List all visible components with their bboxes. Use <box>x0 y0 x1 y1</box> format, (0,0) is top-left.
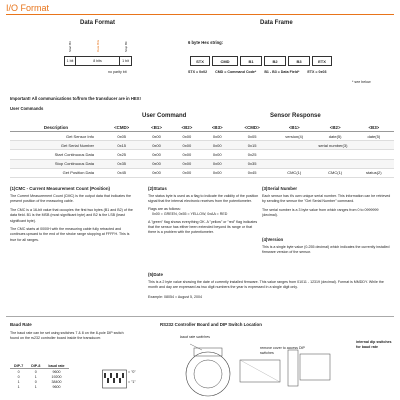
table-row <box>10 132 394 141</box>
table-row <box>10 141 394 150</box>
baud-rate-table <box>10 363 69 389</box>
table-cell: 0x45 <box>232 168 271 177</box>
data-format-bit-labels <box>64 30 144 54</box>
table-cell <box>317 150 354 159</box>
table-cell: 38400 <box>51 379 62 384</box>
column-header: DIP-8 <box>27 363 44 369</box>
column-header: <CMD> <box>102 124 141 132</box>
frame-legend-cmd: CMD = Command Code* <box>215 70 257 74</box>
table-cell: 0x45 <box>102 168 141 177</box>
data-format-boxes <box>64 56 132 66</box>
data-bits-box: 8 bits <box>76 56 120 66</box>
sensor-response-group-header: Sensor Response <box>270 113 321 119</box>
column-header: <B2> <box>317 124 354 132</box>
table-cell <box>317 159 354 168</box>
remove-cover-callout: remove cover to access DIP switches <box>260 346 305 355</box>
table-cell: 0x00 <box>141 132 171 141</box>
table-cell <box>354 159 394 168</box>
table-cell: 0x25 <box>102 150 141 159</box>
stop-bit-label: Stop Bit <box>124 41 128 52</box>
table-cell: 0x00 <box>141 159 171 168</box>
controller-board-diagram <box>160 340 340 398</box>
table-cell: 9600 <box>52 369 61 374</box>
frame-stx-cell: STX <box>190 56 210 66</box>
status-flags: 0x00 = GREEN, 0x55 = YELLOW, 0xAA = RED <box>152 212 228 217</box>
internal-dip-callout: internal dip switches for baud rate <box>356 340 392 349</box>
version-paragraph: This is a single byte value (0-255 decimal) which indicates the currently installed firmware version of the sensor. <box>262 245 390 255</box>
table-cell: serial number(3) <box>272 141 394 150</box>
table-cell: date(5) <box>317 132 354 141</box>
start-bit-label: Start Bit <box>68 41 72 52</box>
frame-b3-cell: B3 <box>288 56 310 66</box>
serial-heading: (3)Serial Number <box>262 186 298 191</box>
status-note <box>148 186 260 236</box>
no-parity-note: no parity bit <box>108 70 127 74</box>
frame-b2-cell: B2 <box>264 56 286 66</box>
table-cell: 0x00 <box>141 150 171 159</box>
table-cell: Get Sensor Info <box>10 132 102 141</box>
table-cell: 0x15 <box>102 141 141 150</box>
status-heading: (2)Status <box>148 186 167 191</box>
column-header: <B3> <box>202 124 232 132</box>
data-format-heading: Data Format <box>80 20 116 26</box>
table-cell: 1 <box>17 379 20 384</box>
serial-paragraph: Each sensor has it's own unique serial number. This information can be retrieved by sending the sensor the "Get Serial Number" command. <box>262 194 391 204</box>
table-row <box>10 168 394 177</box>
table-cell: 0x00 <box>202 132 232 141</box>
table-cell: date(5) <box>354 132 394 141</box>
table-cell: 0 <box>17 369 20 374</box>
frame-legend-data: B1 - B3 = Data Field* <box>264 70 300 74</box>
table-cell: 0x25 <box>232 150 271 159</box>
table-cell: Stop Continuous Data <box>10 159 102 168</box>
table-row <box>10 150 394 159</box>
data-frame-subheading: 6 byte Hex string: <box>188 40 224 45</box>
table-cell: 0x00 <box>202 159 232 168</box>
frame-b1-cell: B1 <box>240 56 262 66</box>
table-cell: status(2) <box>354 168 394 177</box>
table-cell: 0x05 <box>232 132 271 141</box>
table-cell: 0x00 <box>141 168 171 177</box>
table-cell: Get Position Data <box>10 168 102 177</box>
switch-legend-on: = "1" <box>128 380 136 384</box>
column-header: baud rate <box>44 363 68 369</box>
status-paragraph: The status byte is used as a flag to indicate the validity of the position signal that the internal electronic receives from the potentiometer. <box>148 194 259 204</box>
table-cell: 19200 <box>51 374 62 379</box>
table-cell: 0x05 <box>102 132 141 141</box>
column-header: DIP-7 <box>10 363 27 369</box>
data-frame-heading: Data Frame <box>260 20 293 26</box>
column-header: <CMD> <box>232 124 271 132</box>
user-commands-heading: User Commands <box>10 106 44 111</box>
table-cell: 0 <box>34 379 37 384</box>
version-heading: (4)Version <box>262 237 284 242</box>
switch-legend-off: = "0" <box>128 370 136 374</box>
table-cell <box>272 150 317 159</box>
table-cell: 0x00 <box>202 150 232 159</box>
table-cell: 0x00 <box>202 141 232 150</box>
table-cell: 0x15 <box>232 141 271 150</box>
date-paragraph: This is a 2 byte value showing the date of currently installed firmware. This value ranges from 01011 - 12319 (decimal). Format is MMDDY. While the month and day are expressed as two digit numbers the year is expressed in a single digit only. <box>148 280 384 290</box>
important-note: Important! All communications to/from the transducer are in HEX! <box>10 96 141 101</box>
date-heading: (5)Date <box>148 272 163 277</box>
table-cell: 0 <box>17 374 20 379</box>
frame-footnote: * see below <box>352 80 371 84</box>
table-cell: 1 <box>17 384 20 389</box>
table-cell: 0x00 <box>172 132 202 141</box>
frame-etx-cell: ETX <box>312 56 332 66</box>
board-heading: RS232 Controller Board and DIP Switch Location <box>160 322 262 327</box>
date-example: Example: 08054 = August 5, 2004 <box>148 294 203 299</box>
table-row <box>10 159 394 168</box>
serial-note <box>262 186 392 219</box>
start-bit-box: 1 bit <box>64 56 76 66</box>
data-bits-label: Data Bits <box>96 39 100 52</box>
table-cell: 1 <box>34 374 37 379</box>
table-cell <box>272 159 317 168</box>
baud-switches-callout: baud rate switches <box>180 335 210 339</box>
cmc-paragraph: The Current Measurement Count (CMC) is the output data that indicates the present position of the measuring cable. <box>10 194 132 204</box>
column-header: Description <box>10 124 102 132</box>
frame-cmd-cell: CMD <box>212 56 238 66</box>
table-cell: CMC(1) <box>317 168 354 177</box>
column-header: <B3> <box>354 124 394 132</box>
page-title: I/O Format <box>6 3 50 13</box>
date-note <box>148 272 392 300</box>
table-cell: Start Continuous Data <box>10 150 102 159</box>
table-cell: 0x00 <box>202 168 232 177</box>
frame-legend-etx: ETX = 0x03 <box>307 70 327 74</box>
cmc-paragraph: The CMC starts at 0000H with the measuring cable fully retracted and continues upward to the end of the stroke range stopping at FFFFH. This is true for all ranges. <box>10 226 130 242</box>
table-cell: 1 <box>34 384 37 389</box>
baud-rate-heading: Baud Rate <box>10 322 32 327</box>
table-cell: 0x00 <box>172 168 202 177</box>
column-header: <B1> <box>272 124 317 132</box>
dip-switch-diagram <box>102 368 142 392</box>
table-cell: 0x00 <box>172 141 202 150</box>
frame-legend <box>188 70 326 75</box>
cmc-note <box>10 186 134 243</box>
serial-paragraph: The serial number is a 3 byte value from which ranges from 0 to 0999999 (decimal). <box>262 207 379 218</box>
table-cell: CMC(1) <box>272 168 317 177</box>
table-cell: 0x00 <box>172 150 202 159</box>
table-cell: 0x00 <box>141 141 171 150</box>
status-paragraph: A "green" flag shows everything OK. A "yellow" or "red" flag indicates that the sensor has either been extended beyond its range or that there is a problem with the potentiometer. <box>148 219 258 235</box>
stop-bit-box: 1 bit <box>120 56 132 66</box>
user-commands-table <box>10 124 394 178</box>
table-cell: 9600 <box>52 384 61 389</box>
title-divider <box>6 14 394 15</box>
version-note <box>262 237 392 256</box>
table-cell: 0 <box>34 369 37 374</box>
cmc-paragraph: The CMC is a 16-bit value that occupies the first two bytes (B1 and B2) of the data field. B1 is the MSB (most significant byte) and B2 is the LSB (least significant byte). <box>10 207 133 223</box>
table-cell <box>354 150 394 159</box>
user-command-group-header: User Command <box>142 113 187 119</box>
table-cell: 0x35 <box>102 159 141 168</box>
section-divider <box>6 316 394 317</box>
table-cell: Get Serial Number <box>10 141 102 150</box>
baud-rate-text: The baud rate can be set using switches 7 & 8 on the 8-pole DIP switch found on the rs232 controller board inside the transducer. <box>10 331 124 341</box>
table-cell: version(4) <box>272 132 317 141</box>
status-paragraph: Flags are as follows: <box>148 206 181 211</box>
frame-legend-stx: STX = 0x02 <box>188 70 208 74</box>
table-header-row <box>10 124 394 132</box>
column-header: <B1> <box>141 124 171 132</box>
table-row <box>10 384 69 389</box>
cmc-heading: (1)CMC - Current Measurement Count (Position) <box>10 186 111 191</box>
column-header: <B2> <box>172 124 202 132</box>
table-cell: 0x00 <box>172 159 202 168</box>
table-cell: 0x35 <box>232 159 271 168</box>
